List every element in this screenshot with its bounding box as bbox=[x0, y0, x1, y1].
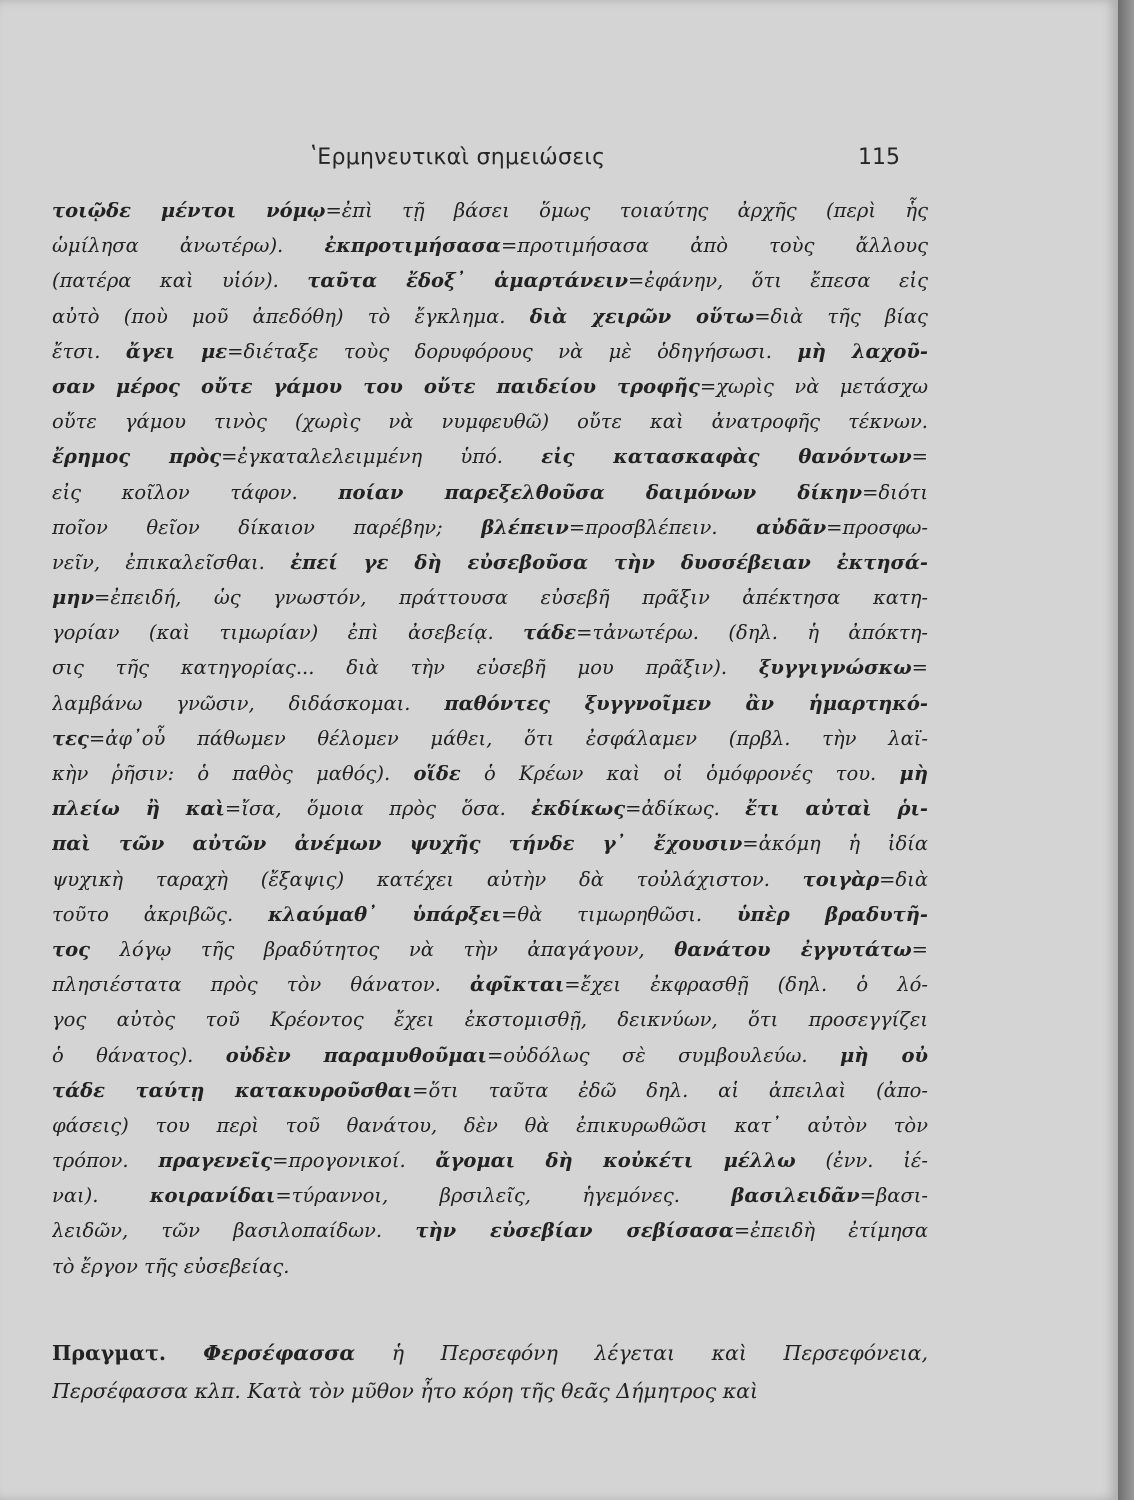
gloss: =τἀνωτέρω. (δηλ. ἡ ἀπόκτη- bbox=[576, 621, 928, 645]
lemma: μὴ οὐ bbox=[840, 1043, 928, 1067]
notes-block bbox=[52, 193, 928, 1284]
commentary-text bbox=[52, 193, 928, 1410]
lemma: βλέπειν bbox=[481, 515, 569, 539]
page-header bbox=[300, 145, 900, 177]
gloss: λόγῳ τῆς βραδύτητος νὰ τὴν ἀπαγάγουν, bbox=[90, 937, 675, 961]
gloss: φάσεις) του περὶ τοῦ θανάτου, δὲν θὰ ἐπικυρωθῶσι κατ᾽ αὐτὸν τὸν bbox=[52, 1113, 928, 1137]
text-line bbox=[52, 615, 928, 650]
lemma: ἄγομαι δὴ κοὐκέτι μέλλω bbox=[435, 1149, 796, 1173]
text-line bbox=[52, 1002, 928, 1037]
gloss: =ὅτι ταῦτα ἐδῶ δηλ. αἱ ἀπειλαὶ (ἀπο- bbox=[412, 1078, 928, 1102]
gloss: =ἐφάνην, ὅτι ἔπεσα εἰς bbox=[628, 269, 928, 293]
lemma: ἀφῖκται bbox=[470, 973, 565, 997]
lemma: μην bbox=[52, 586, 94, 610]
gloss: =ἐγκαταλελειμμένη ὑπό. bbox=[221, 445, 542, 469]
lemma: πραγενεῖς bbox=[158, 1149, 273, 1173]
gloss: εἰς κοῖλον τάφον. bbox=[52, 480, 339, 504]
gloss: γορίαν (καὶ τιμωρίαν) ἐπὶ ἀσεβείᾳ. bbox=[52, 621, 524, 645]
gloss: ὁ Κρέων καὶ οἱ ὁμόφρονές του. bbox=[460, 762, 900, 785]
running-head: ʽΕρμηνευτικαὶ σημειώσεις bbox=[310, 145, 606, 170]
gloss: = bbox=[911, 937, 928, 961]
gloss: =προτιμήσασα ἀπὸ τοὺς ἄλλους bbox=[500, 234, 928, 258]
gloss: = bbox=[911, 656, 928, 680]
text-line bbox=[52, 334, 928, 369]
lemma: σαν μέρος οὔτε γάμου του οὔτε παιδείου τροφῆς bbox=[52, 374, 700, 398]
lemma: αὐδᾶν bbox=[756, 515, 827, 539]
pragmatika-block bbox=[52, 1334, 928, 1410]
lemma: κοιρανίδαι bbox=[149, 1184, 276, 1208]
gloss: =διέταξε τοὺς δορυφόρους νὰ μὲ ὁδηγήσωσι. bbox=[227, 339, 798, 363]
text-line bbox=[52, 650, 928, 685]
gloss: ψυχικὴ ταραχὴ (ἔξαψις) κατέχει αὐτὴν δὰ τοὐλάχιστον. bbox=[52, 867, 803, 891]
gloss: ἡ Περσεφόνη λέγεται καὶ Περσεφόνεια, bbox=[355, 1340, 928, 1365]
text-line bbox=[52, 1213, 928, 1248]
lemma: παθόντες ξυγγνοῖμεν ἂν ἡμαρτηκό- bbox=[444, 691, 928, 715]
text-line bbox=[52, 1372, 928, 1410]
gloss: ἔτσι. bbox=[52, 339, 126, 363]
gloss: ὡμίλησα ἀνωτέρω). bbox=[52, 234, 325, 258]
text-line bbox=[52, 1334, 928, 1372]
lemma: ξυγγιγνώσκω bbox=[758, 656, 912, 680]
text-line bbox=[52, 791, 928, 826]
text-line bbox=[52, 1143, 928, 1178]
gloss: τοῦτο ἀκριβῶς. bbox=[52, 902, 269, 926]
text-line bbox=[52, 193, 928, 228]
gloss: =ἀδίκως. bbox=[625, 797, 746, 821]
gloss: σις τῆς κατηγορίας... διὰ τὴν εὐσεβῆ μου πρᾶξιν). bbox=[52, 656, 759, 680]
text-line bbox=[52, 932, 928, 967]
lemma: Φερσέφασσα bbox=[203, 1340, 356, 1365]
gloss: τρόπον. bbox=[52, 1149, 159, 1173]
page-number: 115 bbox=[858, 145, 900, 170]
text-line bbox=[52, 721, 928, 756]
gloss: =ἴσα, ὅμοια πρὸς ὅσα. bbox=[224, 797, 532, 821]
text-line bbox=[52, 756, 928, 791]
lemma: ἐπεί γε δὴ εὐσεβοῦσα τὴν δυσσέβειαν ἐκτησά- bbox=[290, 550, 928, 574]
text-line bbox=[52, 862, 928, 897]
text-line bbox=[52, 967, 928, 1002]
lemma: εἰς κατασκαφὰς θανόντων bbox=[541, 445, 912, 469]
gloss: =τύραννοι, βρσιλεῖς, ἡγεμόνες. bbox=[275, 1184, 732, 1208]
gloss: (πατέρα καὶ υἱόν). bbox=[52, 269, 308, 293]
text-line bbox=[52, 545, 928, 580]
text-line bbox=[52, 369, 928, 404]
lemma: ἐκπροτιμήσασα bbox=[324, 234, 501, 258]
text-line bbox=[52, 1249, 928, 1284]
lemma: βασιλειδᾶν bbox=[731, 1184, 860, 1208]
text-line bbox=[52, 475, 928, 510]
gloss: =ἀκόμη ἡ ἰδία bbox=[742, 832, 928, 856]
text-line bbox=[52, 510, 928, 545]
gloss: =ἐπὶ τῇ βάσει ὅμως τοιαύτης ἀρχῆς (περὶ ἧς bbox=[325, 199, 928, 222]
lemma: κλαύμαθ᾽ ὑπάρξει bbox=[268, 902, 502, 926]
gloss: =διότι bbox=[862, 480, 928, 504]
gloss: =ἐπειδὴ ἐτίμησα bbox=[733, 1219, 928, 1243]
lemma: οὐδὲν παραμυθοῦμαι bbox=[225, 1043, 487, 1067]
lemma: ταῦτα ἔδοξ᾽ ἁμαρτάνειν bbox=[307, 269, 629, 293]
text-line bbox=[52, 299, 928, 334]
lemma: ὑπὲρ βραδυτῆ- bbox=[737, 902, 928, 926]
lemma: τάδε ταύτῃ κατακυροῦσθαι bbox=[52, 1078, 413, 1102]
text-line bbox=[52, 686, 928, 721]
lemma: μὴ λαχοῦ- bbox=[797, 339, 928, 363]
gloss: =χωρὶς νὰ μετάσχω bbox=[699, 374, 928, 398]
gloss: =προγονικοί. bbox=[272, 1149, 436, 1173]
text-line bbox=[52, 263, 928, 298]
lemma: τοιγὰρ bbox=[802, 867, 880, 891]
gloss: κὴν ῥῆσιν: ὁ παθὸς μαθός). bbox=[52, 762, 414, 785]
gloss: =ἀφ᾽οὗ πάθωμεν θέλομεν μάθει, ὅτι ἐσφάλαμεν (πρβλ. τὴν λαϊ- bbox=[88, 726, 928, 750]
gloss: =ἔχει ἐκφρασθῇ (δηλ. ὁ λό- bbox=[564, 973, 928, 997]
lemma: οἵδε bbox=[413, 762, 461, 785]
text-line bbox=[52, 580, 928, 615]
gloss: νεῖν, ἐπικαλεῖσθαι. bbox=[52, 550, 291, 574]
gloss: Περσέφασσα κλπ. Κατὰ τὸν μῦθον ἦτο κόρη τῆς θεᾶς Δήμητρος καὶ bbox=[52, 1378, 759, 1403]
text-line bbox=[52, 228, 928, 263]
gloss: οὔτε γάμου τινὸς (χωρὶς νὰ νυμφευθῶ) οὔτε καὶ ἀνατροφῆς τέκνων. bbox=[52, 410, 928, 434]
gloss: =διὰ τῆς βίας bbox=[754, 304, 928, 328]
gloss: = bbox=[911, 445, 928, 469]
text-line bbox=[52, 1073, 928, 1108]
gloss: =προσφω- bbox=[826, 515, 928, 539]
lemma: ἐκδίκως bbox=[531, 797, 626, 821]
gloss: ὁ θάνατος). bbox=[52, 1043, 226, 1067]
lemma: παὶ τῶν αὐτῶν ἀνέμων ψυχῆς τήνδε γ᾽ ἔχουσιν bbox=[52, 832, 743, 856]
text-line bbox=[52, 1108, 928, 1143]
lemma: τοιῷδε μέντοι νόμῳ bbox=[52, 199, 326, 222]
text-line bbox=[52, 404, 928, 439]
gloss: (ἐνν. ἰέ- bbox=[795, 1149, 928, 1173]
gloss: =ἐπειδή, ὡς γνωστόν, πράττουσα εὐσεβῆ πρᾶξιν ἀπέκτησα κατη- bbox=[93, 586, 928, 610]
lemma: ἔρημος πρὸς bbox=[52, 445, 222, 469]
gloss: =οὐδόλως σὲ συμβουλεύω. bbox=[486, 1043, 841, 1067]
gloss: λαμβάνω γνῶσιν, διδάσκομαι. bbox=[52, 691, 445, 715]
page-edge bbox=[1118, 0, 1134, 1500]
text-line bbox=[52, 1178, 928, 1213]
gloss: =βασι- bbox=[859, 1184, 928, 1208]
section-gap bbox=[52, 1284, 928, 1334]
gloss: λειδῶν, τῶν βασιλοπαίδων. bbox=[52, 1219, 416, 1243]
text-line bbox=[52, 826, 928, 861]
lemma: θανάτου ἐγγυτάτω bbox=[674, 937, 912, 961]
lemma: διὰ χειρῶν οὕτω bbox=[529, 304, 755, 328]
lemma: ἔτι αὐταὶ ῥι- bbox=[745, 797, 928, 821]
text-line bbox=[52, 439, 928, 474]
gloss: ποῖον θεῖον δίκαιον παρέβην; bbox=[52, 515, 482, 539]
gloss: ναι). bbox=[52, 1184, 150, 1208]
section-label: Πραγματ. bbox=[52, 1340, 204, 1365]
lemma: ποίαν παρεξελθοῦσα δαιμόνων δίκην bbox=[338, 480, 863, 504]
text-line bbox=[52, 1038, 928, 1073]
lemma: τάδε bbox=[523, 621, 577, 645]
lemma: τες bbox=[52, 726, 89, 750]
text-line bbox=[52, 897, 928, 932]
lemma: πλείω ἢ καὶ bbox=[52, 797, 225, 821]
gloss: πλησιέστατα πρὸς τὸν θάνατον. bbox=[52, 973, 471, 997]
gloss: =προσβλέπειν. bbox=[568, 515, 757, 539]
lemma: τος bbox=[52, 937, 91, 961]
gloss: γος αὐτὸς τοῦ Κρέοντος ἔχει ἐκστομισθῇ, δεικνύων, ὅτι προσεγγίζει bbox=[52, 1008, 928, 1032]
gloss: =θὰ τιμωρηθῶσι. bbox=[501, 902, 738, 926]
gloss: τὸ ἔργον τῆς εὐσεβείας. bbox=[52, 1254, 290, 1278]
gloss: αὐτὸ (ποὺ μοῦ ἀπεδόθη) τὸ ἔγκλημα. bbox=[52, 304, 530, 328]
lemma: τὴν εὐσεβίαν σεβίσασα bbox=[415, 1219, 734, 1243]
gloss: =διὰ bbox=[879, 867, 928, 891]
lemma: μὴ bbox=[899, 762, 928, 785]
lemma: ἄγει με bbox=[125, 339, 228, 363]
